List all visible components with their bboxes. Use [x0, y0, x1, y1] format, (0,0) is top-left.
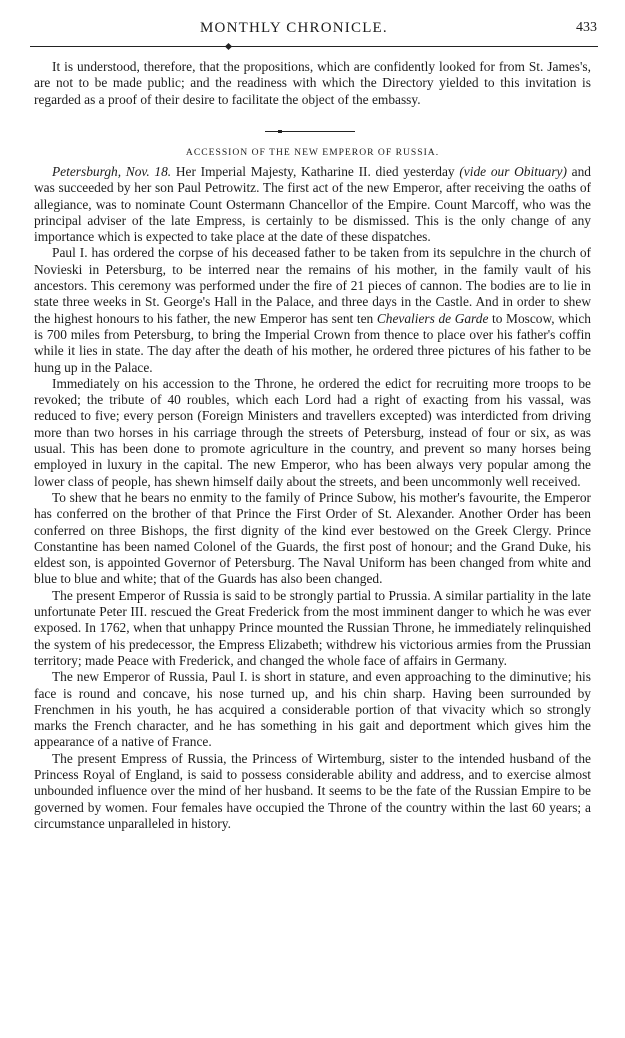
section-divider [265, 131, 355, 132]
article-paragraph-1 [34, 164, 591, 245]
intro-paragraph: It is understood, therefore, that the propositions, which are confidently looked for from St. James's, are not to be made public; and the readiness with which the Directory yielded to this invitation is regarded as a proof of their desire to facilitate the object of the embassy. [34, 59, 591, 107]
article-paragraph-7: The present Empress of Russia, the Princess of Wirtemburg, sister to the intended husband of the Princess Royal of England, is said to possess considerable ability and address, and to exercise almost unbounded influence over the mind of her husband. It seems to be the fate of the Russian Empire to be governed by women. Four females have occupied the Throne of the country within the last 60 years; a circumstance unparalleled in history. [34, 750, 591, 831]
article-paragraph-6: The new Emperor of Russia, Paul I. is short in stature, and even approaching to the diminutive; his face is round and concave, his nose turned up, and his chin sharp. Having been surrounded by Frenchmen in his youth, he has acquired a considerable portion of that vivacity which so strongly marks the French character, and he has something in his gait and deportment which gives him the appearance of a native of France. [34, 669, 591, 750]
article-paragraph-5: The present Emperor of Russia is said to be strongly partial to Prussia. A similar partiality in the late unfortunate Peter III. rescued the Great Frederick from the most imminent danger to which he was ever exposed. In 1762, when that unhappy Prince mounted the Russian Throne, he immediately relinquished the system of his predecessor, the Empress Elizabeth; withdrew his victorious armies from the Prussian territory; made Peace with Frederick, and changed the whole face of affairs in Germany. [34, 587, 591, 668]
paragraph-2-text-a: Paul I. has ordered the corpse of his deceased father to be taken from its sepulchre in the church of Novieski in Petersburg, to be interred near the remains of his mother, in the family vault of his ancestors. This ceremony was performed under the fire of 21 pieces of cannon. The bodies are to lie in state three weeks in St. George's Hall in the Palace, and three days in the Castle. And in order to shew the highest honours to his father, the new Emperor has sent ten [34, 245, 591, 326]
page-number: 433 [576, 20, 597, 35]
paragraph-1-text-a: Her Imperial Majesty, Katharine II. died yesterday [171, 164, 460, 179]
article-paragraph-2 [34, 245, 591, 375]
article-paragraph-3: Immediately on his accession to the Throne, he ordered the edict for recruiting more troops to be revoked; the tribute of 40 roubles, which each Lord had a right of exacting from his vassal, was reduced to five; every person (Foreign Ministers and travellers excepted) was interdicted from driving more than two horses in his carriage through the streets of Petersburg, instead of four or six, as was usual. This has been done to promote agriculture in the country, and prevent so many horses being employed in luxury in the capital. The new Emperor, who has been always very popular among the lower class of people, has shewn himself daily about the streets, and been uncommonly well received. [34, 375, 591, 489]
chevaliers-de-garde: Chevaliers de Garde [376, 310, 489, 326]
article-paragraph-4: To shew that he bears no enmity to the family of Prince Subow, his mother's favourite, the Emperor has conferred on the brother of that Prince the First Order of St. Alexander. Another Order has been conferred on three Bishops, the first dignity of the kind ever bestowed on the Greek Clergy. Prince Constantine has been named Colonel of the Guards, the first post of honour; and the Grand Duke, his eldest son, is appointed Governor of Petersburg. The Naval Uniform has been changed from white and blue to blue and white; that of the Guards has also been changed. [34, 489, 591, 587]
dateline: Petersburgh, Nov. 18. [52, 164, 172, 179]
article-body [34, 164, 591, 832]
running-head: MONTHLY CHRONICLE. [200, 20, 388, 36]
intro-paragraph-block [34, 59, 591, 108]
header-rule [30, 46, 598, 47]
paragraph-2-text-b: to Moscow, which is 700 miles from Petersburg, to bring the Imperial Crown from thence to place over his father's coffin while it lies in state. The day after the death of his mother, he ordered three pictures of his father to be hung up in the Palace. [34, 310, 591, 375]
obituary-reference: (vide our Obituary) [459, 164, 567, 179]
paragraph-1-text-b: and was succeeded by her son Paul Petrowitz. The first act of the new Emperor, after receiving the oaths of allegiance, was to nominate Count Ostermann Chancellor of the Empire. Count Marcoff, who was the principal adviser of the late Empress, is certainly to be dismissed. This is the only change of any importance which is expected to take place at the date of these dispatches. [34, 164, 592, 245]
section-heading: ACCESSION OF THE NEW EMPEROR OF RUSSIA. [185, 147, 440, 158]
